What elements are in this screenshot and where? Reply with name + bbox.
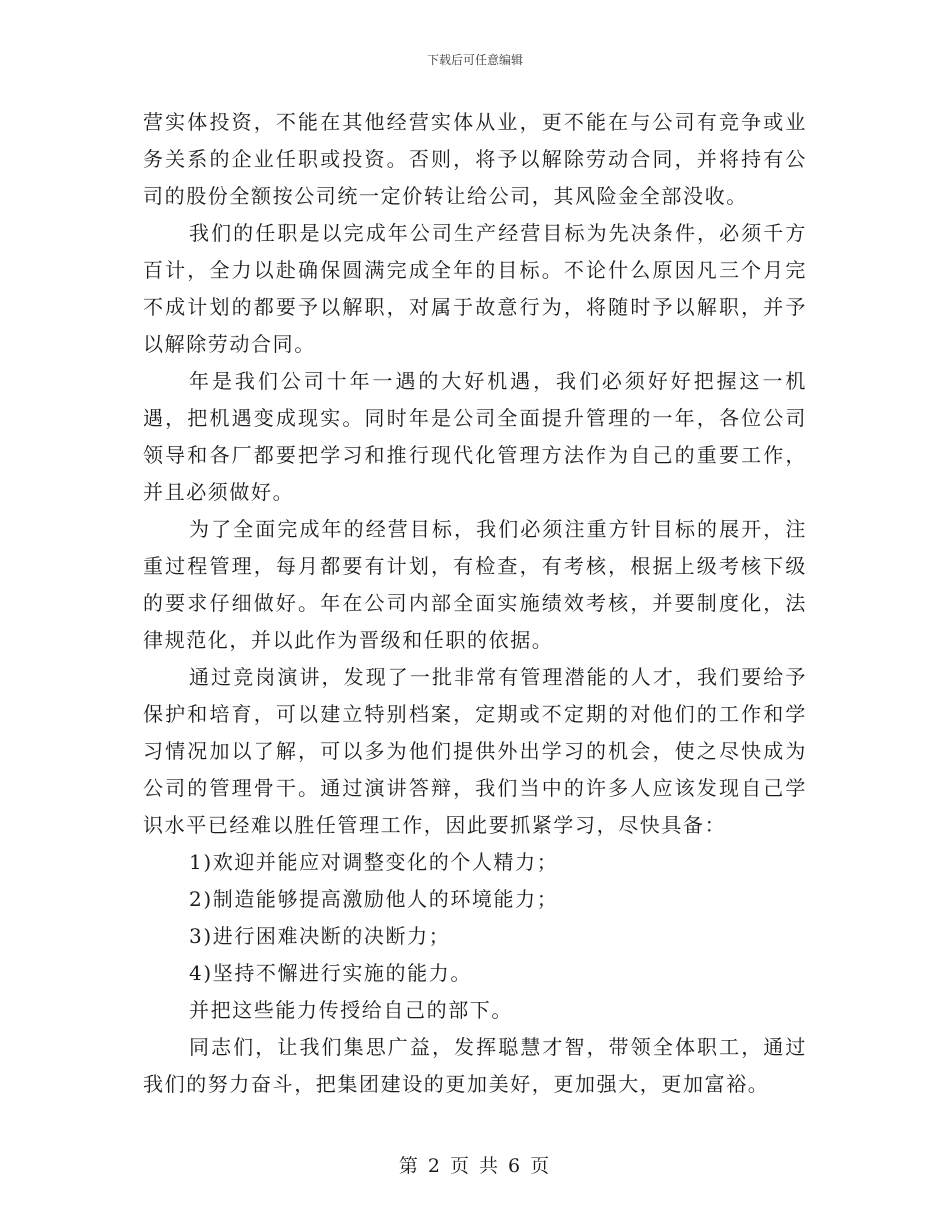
page-header: 下载后可任意编辑 (426, 53, 523, 67)
list-item-3: 3)进行困难决断的决断力； (189, 924, 451, 948)
list-item-1: 1)欢迎并能应对调整变化的个人精力； (189, 850, 559, 874)
paragraph-4: 为了全面完成年的经营目标，我们必须注重方针目标的展开，注重过程管理，每月都要有计划，有检查，有考核，根据上级考核下级的要求仔细做好。年在公司内部全面实施绩效考核，并要制度化，法律规范化，并以此作为晋级和任职的依据。 (143, 517, 807, 652)
page-footer: 第 2 页 共 6 页 (398, 1155, 552, 1177)
paragraph-2: 我们的任职是以完成年公司生产经营目标为先决条件，必须千方百计，全力以赴确保圆满完成全年的目标。不论什么原因凡三个月完不成计划的都要予以解职，对属于故意行为，将随时予以解职，并予以解除劳动合同。 (143, 221, 807, 356)
paragraph-5: 通过竞岗演讲，发现了一批非常有管理潜能的人才，我们要给予保护和培育，可以建立特别档案，定期或不定期的对他们的工作和学习情况加以了解，可以多为他们提供外出学习的机会，使之尽快成为公司的管理骨干。通过演讲答辩，我们当中的许多人应该发现自己学识水平已经难以胜任管理工作，因此要抓紧学习，尽快具备： (143, 665, 807, 837)
paragraph-3: 年是我们公司十年一遇的大好机遇，我们必须好好把握这一机遇，把机遇变成现实。同时年是公司全面提升管理的一年，各位公司领导和各厂都要把学习和推行现代化管理方法作为自己的重要工作，并且必须做好。 (143, 369, 807, 504)
list-item-4: 4)坚持不懈进行实施的能力。 (189, 961, 472, 985)
paragraph-1: 营实体投资，不能在其他经营实体从业，更不能在与公司有竞争或业务关系的企业任职或投资。否则，将予以解除劳动合同，并将持有公司的股份全额按公司统一定价转让给公司，其风险金全部没收。 (143, 110, 807, 208)
document-body (143, 104, 807, 1103)
list-item-2: 2)制造能够提高激励他人的环境能力； (189, 887, 559, 911)
closing-paragraph-2: 同志们，让我们集思广益，发挥聪慧才智，带领全体职工，通过我们的努力奋斗，把集团建设的更加美好，更加强大，更加富裕。 (143, 1035, 807, 1096)
closing-paragraph-1: 并把这些能力传授给自己的部下。 (189, 998, 513, 1022)
